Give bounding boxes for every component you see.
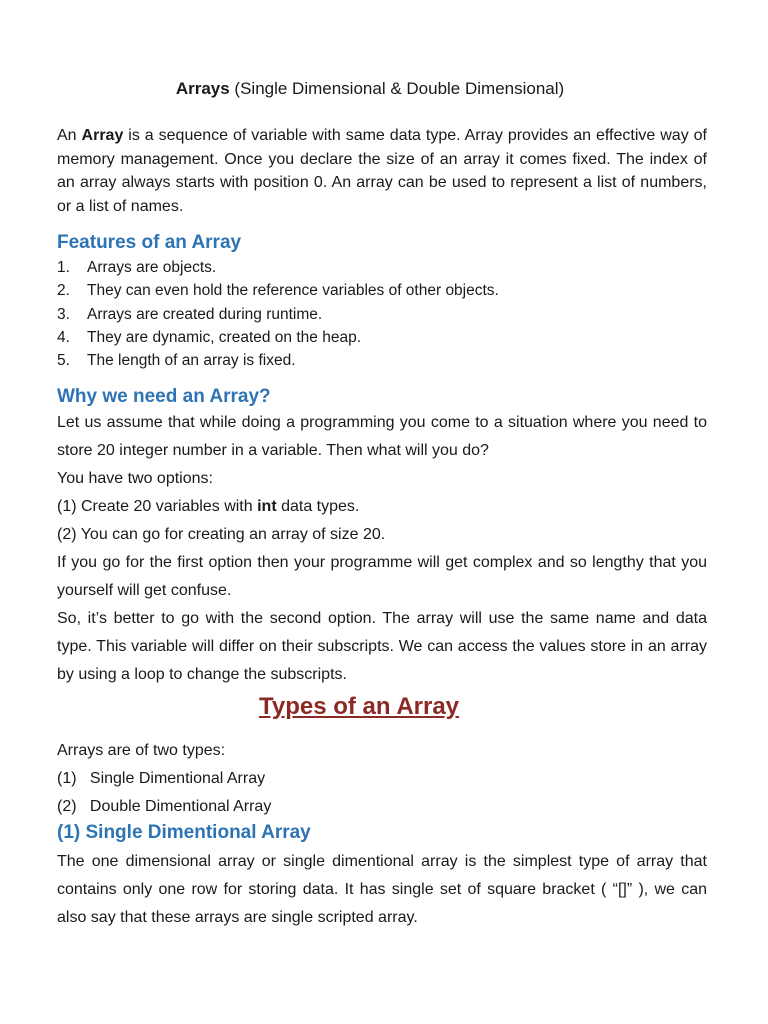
list-item	[57, 349, 499, 372]
why-paragraph-4: So, it’s better to go with the second option. The array will use the same name and data type. This variable will differ on their subscripts. We can access the values store in an array by using a loop to change the subscripts.	[57, 610, 707, 683]
intro-prefix: An	[57, 127, 82, 144]
types-item-number: (1)	[57, 770, 77, 787]
single-dimensional-paragraph: The one dimensional array or single dimentional array is the simplest type of array that contains only one row for storing data. It has single set of square bracket ( “[]” ), we can also say that these arrays are single scripted array.	[57, 853, 707, 926]
list-item-number: 2.	[57, 282, 70, 300]
title-bold: Arrays	[175, 79, 230, 98]
types-item-number: (2)	[57, 798, 77, 815]
types-item	[57, 793, 707, 821]
list-item-number: 4.	[57, 328, 70, 346]
title-rest: (Single Dimensional & Double Dimensional)	[229, 79, 565, 98]
option-1-suffix: data types.	[276, 498, 360, 515]
intro-bold: Array	[81, 127, 124, 144]
why-section	[57, 409, 707, 689]
list-item-number: 3.	[57, 305, 70, 323]
option-1-prefix: (1) Create 20 variables with	[57, 498, 258, 515]
types-item-text: Double Dimentional Array	[89, 798, 272, 815]
why-options-intro: You have two options:	[57, 470, 213, 487]
list-item-text: They are dynamic, created on the heap.	[87, 328, 361, 346]
intro-text: is a sequence of variable with same data type. Array provides an effective way of memory management. Once you declare the size of an array it comes fixed. The index of an array always starts with position 0. An array can be used to represent a list of numbers, or a list of names.	[57, 127, 708, 215]
why-option-2: (2) You can go for creating an array of size 20.	[57, 526, 386, 543]
features-heading: Features of an Array	[57, 232, 242, 253]
list-item-text: Arrays are objects.	[87, 259, 217, 276]
features-list	[57, 256, 499, 372]
list-item-text: The length of an array is fixed.	[87, 352, 296, 370]
single-dimensional-heading: (1) Single Dimentional Array	[57, 822, 311, 843]
types-item	[57, 765, 707, 793]
types-section	[57, 737, 707, 821]
types-heading: Types of an Array	[258, 693, 460, 720]
list-item-number: 1.	[57, 259, 70, 276]
list-item-text: Arrays are created during runtime.	[87, 305, 323, 323]
list-item	[57, 326, 499, 349]
why-paragraph-3: If you go for the first option then your programme will get complex and so lengthy that you yourself will get confuse.	[57, 554, 707, 599]
option-1-bold: int	[257, 498, 277, 515]
intro-paragraph	[57, 124, 707, 218]
types-item-text: Single Dimentional Array	[89, 770, 266, 787]
list-item-number: 5.	[57, 352, 70, 370]
list-item-text: They can even hold the reference variables of other objects.	[87, 282, 499, 300]
why-option-1	[57, 493, 707, 521]
list-item	[57, 279, 499, 302]
types-intro: Arrays are of two types:	[57, 742, 226, 759]
why-heading: Why we need an Array?	[57, 386, 271, 407]
list-item	[57, 256, 499, 279]
why-paragraph-1: Let us assume that while doing a programming you come to a situation where you need to store 20 integer number in a variable. Then what will you do?	[57, 414, 707, 459]
list-item	[57, 303, 499, 326]
document-title	[0, 78, 740, 100]
